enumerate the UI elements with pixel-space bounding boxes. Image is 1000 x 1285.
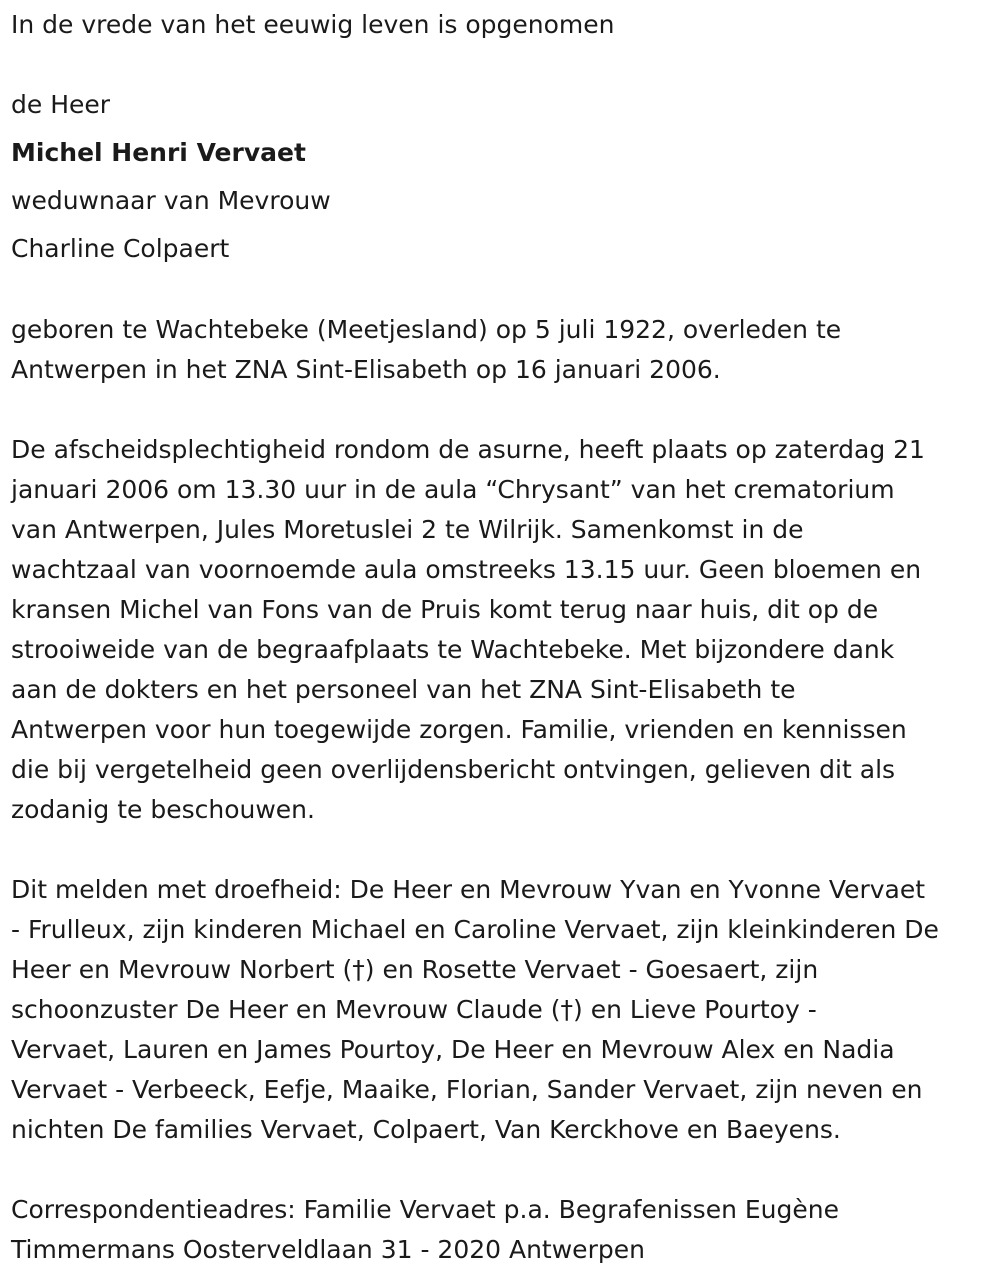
paragraph-line: kransen Michel van Fons van de Pruis komt terug naar huis, dit op de: [11, 595, 879, 624]
paragraph-line: geboren te Wachtebeke (Meetjesland) op 5 juli 1922, overleden te: [11, 315, 842, 344]
paragraph-line: januari 2006 om 13.30 uur in de aula “Chrysant” van het crematorium: [11, 475, 895, 504]
paragraph-line: Vervaet, Lauren en James Pourtoy, De Heer en Mevrouw Alex en Nadia: [11, 1035, 895, 1064]
paragraph-line: Vervaet - Verbeeck, Eefje, Maaike, Florian, Sander Vervaet, zijn neven en: [11, 1075, 923, 1104]
paragraph-line: schoonzuster De Heer en Mevrouw Claude (†) en Lieve Pourtoy -: [11, 995, 817, 1024]
deceased-name: Michel Henri Vervaet: [11, 138, 306, 167]
paragraph-line: - Frulleux, zijn kinderen Michael en Caroline Vervaet, zijn kleinkinderen De: [11, 915, 939, 944]
paragraph-line: die bij vergetelheid geen overlijdensbericht ontvingen, gelieven dit als: [11, 755, 896, 784]
correspondence-paragraph: [11, 1190, 839, 1270]
paragraph-line: De afscheidsplechtigheid rondom de asurne, heeft plaats op zaterdag 21: [11, 435, 925, 464]
paragraph-line: Antwerpen in het ZNA Sint-Elisabeth op 16 januari 2006.: [11, 355, 721, 384]
spouse-name: Charline Colpaert: [11, 234, 230, 263]
paragraph-line: Dit melden met droefheid: De Heer en Mevrouw Yvan en Yvonne Vervaet: [11, 875, 926, 904]
paragraph-line: nichten De families Vervaet, Colpaert, Van Kerckhove en Baeyens.: [11, 1115, 841, 1144]
family-paragraph: [11, 870, 939, 1150]
paragraph-line: Antwerpen voor hun toegewijde zorgen. Familie, vrienden en kennissen: [11, 715, 907, 744]
paragraph-line: aan de dokters en het personeel van het ZNA Sint-Elisabeth te: [11, 675, 796, 704]
salutation: de Heer: [11, 90, 111, 119]
relation-line: weduwnaar van Mevrouw: [11, 186, 331, 215]
paragraph-line: zodanig te beschouwen.: [11, 795, 315, 824]
paragraph-line: strooiweide van de begraafplaats te Wachtebeke. Met bijzondere dank: [11, 635, 895, 664]
birth-death-paragraph: [11, 310, 841, 390]
paragraph-line: Heer en Mevrouw Norbert (†) en Rosette Vervaet - Goesaert, zijn: [11, 955, 819, 984]
paragraph-line: wachtzaal van voornoemde aula omstreeks 13.15 uur. Geen bloemen en: [11, 555, 922, 584]
paragraph-line: Timmermans Oosterveldlaan 31 - 2020 Antwerpen: [11, 1235, 645, 1264]
intro-line: In de vrede van het eeuwig leven is opgenomen: [11, 10, 615, 39]
ceremony-paragraph: [11, 430, 925, 830]
paragraph-line: Correspondentieadres: Familie Vervaet p.a. Begrafenissen Eugène: [11, 1195, 839, 1224]
paragraph-line: van Antwerpen, Jules Moretuslei 2 te Wilrijk. Samenkomst in de: [11, 515, 804, 544]
